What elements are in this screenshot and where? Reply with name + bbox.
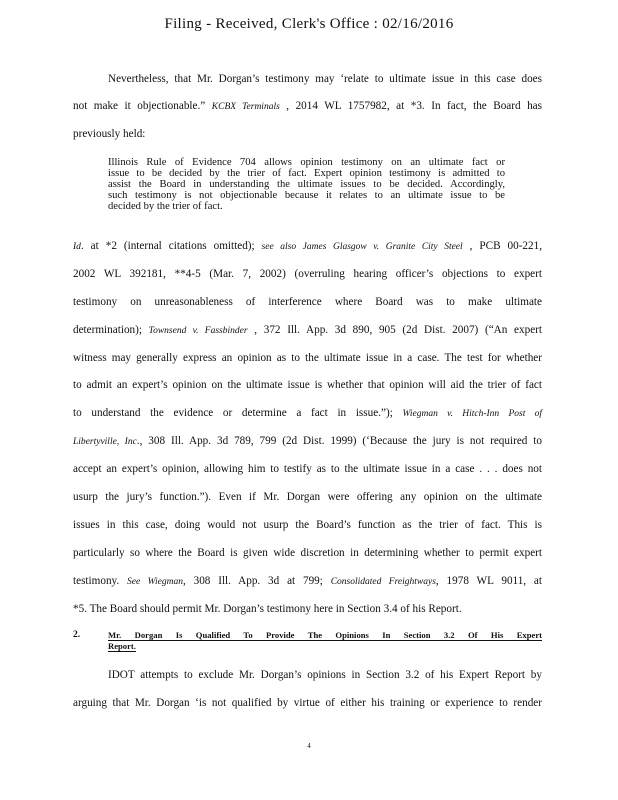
- case-citation: Wiegman v. Hitch-Inn Post of: [402, 409, 542, 419]
- body-line: testimony on unreasonableness of interference where Board was to make ultimate: [73, 296, 542, 308]
- body-line: witness may generally express an opinion as to the ultimate issue in a case. The test for whether: [73, 352, 542, 364]
- case-citation: KCBX Terminals: [211, 102, 280, 112]
- section-heading: [108, 630, 542, 652]
- quote-line: such testimony is not objectionable because it relates to an ultimate issue to be: [108, 190, 505, 201]
- section-heading-line: Mr. Dorgan Is Qualified To Provide The Opinions In Section 3.2 Of His Expert: [108, 630, 542, 640]
- quote-line: Illinois Rule of Evidence 704 allows opinion testimony on an ultimate fact or: [108, 157, 505, 168]
- case-citation: Libertyville, Inc: [73, 437, 137, 447]
- body-line: usurp the jury’s function.”). Even if Mr. Dorgan were offering any opinion on the ultimate: [73, 491, 542, 503]
- body-line: *5. The Board should permit Mr. Dorgan’s testimony here in Section 3.4 of his Report.: [73, 603, 462, 615]
- body-line: testimony. See Wiegman, 308 Ill. App. 3d at 799; Consolidated Freightways, 1978 WL 9011, at: [73, 575, 543, 587]
- quote-line: decided by the trier of fact.: [108, 201, 223, 212]
- case-citation: See Wiegman: [127, 577, 183, 587]
- section-heading-line: Report.: [108, 641, 136, 651]
- body-line: Libertyville, Inc., 308 Ill. App. 3d 789, 799 (2d Dist. 1999) (‘Because the jury is not required to: [73, 435, 542, 447]
- body-line: to admit an expert’s opinion on the ultimate issue is whether that opinion will aid the trier of fact: [73, 379, 542, 391]
- body-line: accept an expert’s opinion, allowing him to testify as to the ultimate issue in a case . . . does not: [73, 463, 542, 475]
- case-citation: Id: [73, 242, 81, 252]
- case-citation: see also James Glasgow v. Granite City Steel: [261, 242, 463, 252]
- body-line: not make it objectionable.” KCBX Terminals , 2014 WL 1757982, at *3. In fact, the Board has: [73, 100, 543, 112]
- body-line: issues in this case, doing would not usurp the Board’s function as the trier of fact. This is: [73, 519, 542, 531]
- case-citation: Consolidated Freightways: [330, 577, 436, 587]
- body-line: determination); Townsend v. Fassbinder , 372 Ill. App. 3d 890, 905 (2d Dist. 2007) (“An expert: [73, 324, 542, 336]
- body-line: Id. at *2 (internal citations omitted); see also James Glasgow v. Granite City Steel , PCB 00-221,: [73, 240, 542, 252]
- page-number: 4: [307, 742, 311, 750]
- case-citation: Townsend v. Fassbinder: [148, 326, 248, 336]
- filing-header: Filing - Received, Clerk's Office : 02/16/2016: [164, 16, 454, 32]
- body-line: previously held:: [73, 128, 146, 140]
- section-number: 2.: [73, 630, 81, 640]
- body-line: arguing that Mr. Dorgan ‘is not qualified by virtue of either his training or experience to render: [73, 697, 542, 709]
- body-line: IDOT attempts to exclude Mr. Dorgan’s opinions in Section 3.2 of his Expert Report by: [108, 669, 542, 681]
- quote-line: assist the Board in understanding the ultimate issues to be decided. Accordingly,: [108, 179, 505, 190]
- body-line: to understand the evidence or determine a fact in issue.”); Wiegman v. Hitch-Inn Post of: [73, 407, 542, 419]
- body-line: Nevertheless, that Mr. Dorgan’s testimony may ‘relate to ultimate issue in this case does: [108, 73, 542, 85]
- quote-line: issue to be decided by the trier of fact. Expert opinion testimony is admitted to: [108, 168, 505, 179]
- body-line: 2002 WL 392181, **4-5 (Mar. 7, 2002) (overruling hearing officer’s objections to expert: [73, 268, 542, 280]
- body-line: particularly so where the Board is given wide discretion in determining whether to permit expert: [73, 547, 542, 559]
